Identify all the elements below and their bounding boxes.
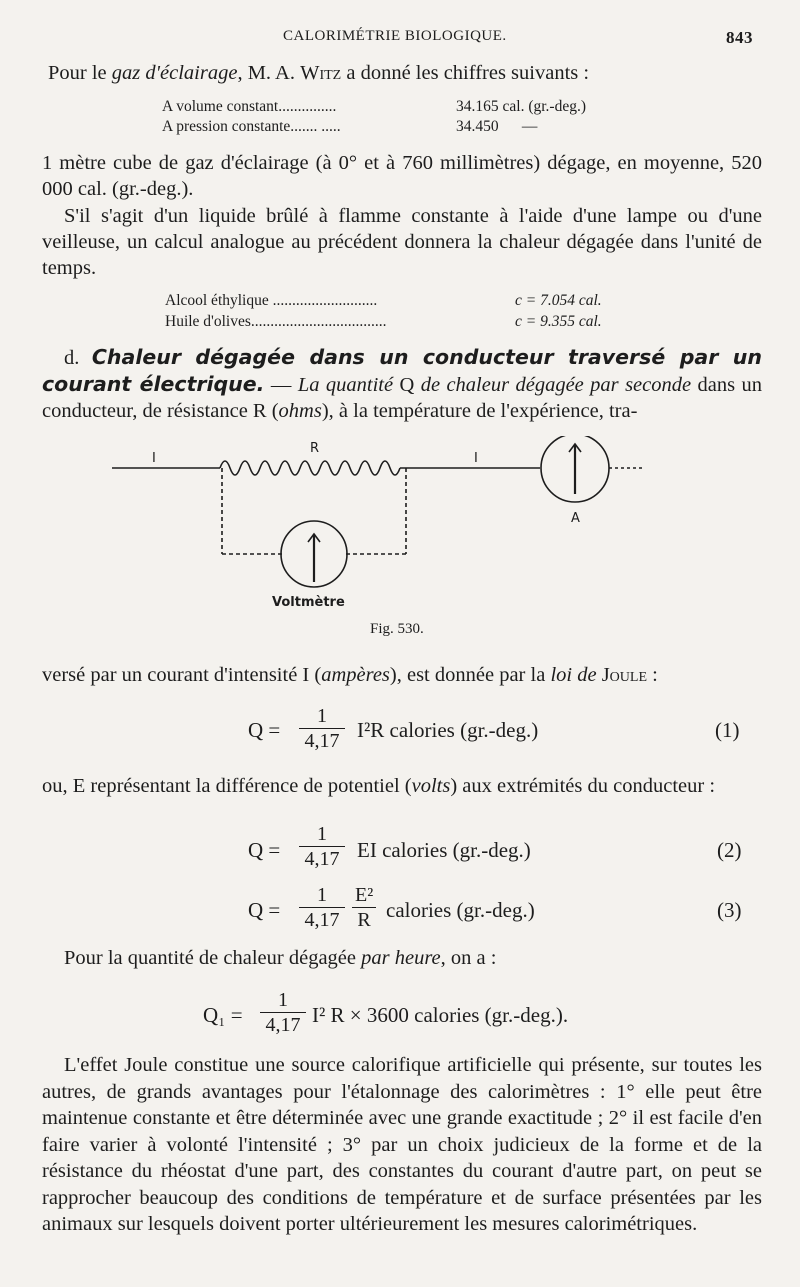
liquid-value-alcool: c = 7.054 cal. <box>515 292 602 309</box>
equation-3-number: (3) <box>717 898 742 922</box>
paragraph-liquid: S'il s'agit d'un liquide brûlé à flamme constante à l'aide d'une lampe ou d'une veilleuse, un calcul analogue au précédent donnera la chaleur dégagée dans l'unité de temps. <box>42 205 762 279</box>
label-current-left: I <box>152 451 156 466</box>
liquid-row-huile: Huile d'olives................................... <box>165 313 387 330</box>
label-ammeter: A <box>571 511 580 526</box>
page-number: 843 <box>726 28 753 47</box>
witz-intro: Pour le gaz d'éclairage, M. A. Witz a donné les chiffres suivants : <box>48 62 590 84</box>
label-voltmeter: Voltmètre <box>272 595 345 610</box>
resistor-coil <box>220 461 400 475</box>
liquid-row-alcool: Alcool éthylique ........................... <box>165 292 378 309</box>
witz-value-pression: 34.450 — <box>456 118 538 135</box>
paragraph-joule: versé par un courant d'intensité I (ampères), est donnée par la loi de Joule : <box>42 664 658 686</box>
witz-value-volume: 34.165 cal. (gr.-deg.) <box>456 98 586 115</box>
paragraph-hour: Pour la quantité de chaleur dégagée par heure, on a : <box>64 947 497 969</box>
paragraph-final: L'effet Joule constitue une source calorifique artificielle qui présente, sur toutes les autres, de grands avantages pour l'étalonnage des calorimètres : 1° elle peut être maintenue constante et être déterminée avec une grande exactitude ; 2° il est facile d'en faire varier à volonté l'intensité ; 3° par un choix judicieux de la forme et de la résistance du rhéostat d'une part, des constantes du courant d'autre part, on peut se rapprocher beaucoup des conditions de température et de surface présentées par les animaux sur lesquels doivent porter ultérieurement les mesures calorimétriques. <box>42 1054 762 1235</box>
paragraph-volts: ou, E représentant la différence de potentiel (volts) aux extrémités du conducteur : <box>42 775 716 797</box>
label-current-right: I <box>474 451 478 466</box>
equation-2-number: (2) <box>717 838 742 862</box>
running-header: CALORIMÉTRIE BIOLOGIQUE. <box>283 28 507 44</box>
section-d-paragraph: d. Chaleur dégagée dans un conducteur traversé par un courant électrique. — La quantité Q de chaleur dégagée par seconde dans un conducteur, de résistance R (ohms), à la température de l'expérience, tra- <box>42 345 763 422</box>
book-page: CALORIMÉTRIE BIOLOGIQUE. 843 Pour le gaz d'éclairage, M. A. Witz a donné les chiffres suivants : A volume constant............... 34.165 cal. (gr.-deg.) A pression constante....... ..... 34.450 — 1 mètre cube de gaz d'éclairage (à 0° et à 760 millimètres) dégage, en moyenne, 520 000 cal. (gr.-deg.). S'il s'agit d'un liquide brûlé à flamme constante à l'aide d'une lampe ou d'une veilleuse, un calcul analogue au précédent donnera la chaleur dégagée dans l'unité de temps. Alcool éthylique ........................... c = 7.054 cal. Huile d'olives................................... c = 9.355 cal. d. Chaleur dégagée dans un conducteur traversé par un courant électrique. — La quantité Q de chaleur dégagée par seconde dans un conducteur, de résistance R (ohms), à la température de l'expérience, tra- I R I A Voltmètre Fig. 530. versé par un courant d'intensité I (ampères), est donnée par la loi de Joule : Q = $\frac{1}{4,17}$ I²R calories (gr.-deg.) (1) ou, E représentant la différence de potentiel (volts) aux extrémités du conducteur : Q = $\frac{1}{4,17}$ EI calories (gr.-deg.) (2) Q = $\frac{1}{4,17}$ $\frac{\text{E²}}{R}$ calories (gr.-deg.) (3) Pour la quantité de chaleur dégagée par heure, on a : Q₁ = $\frac{1}{4,17}$ I² R × 3600 calories (gr.-deg.). L'effet Joule constitue une source calorifique artificielle qui présente, sur toutes les autres, de grands avantages pour l'étalonnage des calorimètres : 1° elle peut être maintenue constante et être déterminée avec une grande exactitude ; 2° il est facile d'en faire varier à volonté l'intensité ; 3° par un choix judicieux de la forme et de la résistance du rhéostat d'une part, des constantes du courant d'autre part, on peut se rapprocher beaucoup des conditions de température et de surface présentées par les animaux sur lesquels doivent porter ultérieurement les mesures calorimétriques. <box>0 0 800 1287</box>
liquid-value-huile: c = 9.355 cal. <box>515 313 602 330</box>
figure-caption: Fig. 530. <box>370 621 424 637</box>
equation-1-number: (1) <box>715 718 740 742</box>
paragraph-gas-cube: 1 mètre cube de gaz d'éclairage (à 0° et à 760 millimètres) dégage, en moyenne, 520 000 cal. (gr.-deg.). <box>42 152 762 200</box>
witz-row-volume: A volume constant............... <box>162 98 337 115</box>
section-d-title: Chaleur dégagée dans un conducteur traversé par un courant électrique. <box>42 345 762 396</box>
label-resistance: R <box>310 441 320 456</box>
witz-row-pression: A pression constante....... ..... <box>162 118 341 135</box>
circuit-diagram <box>100 436 660 636</box>
